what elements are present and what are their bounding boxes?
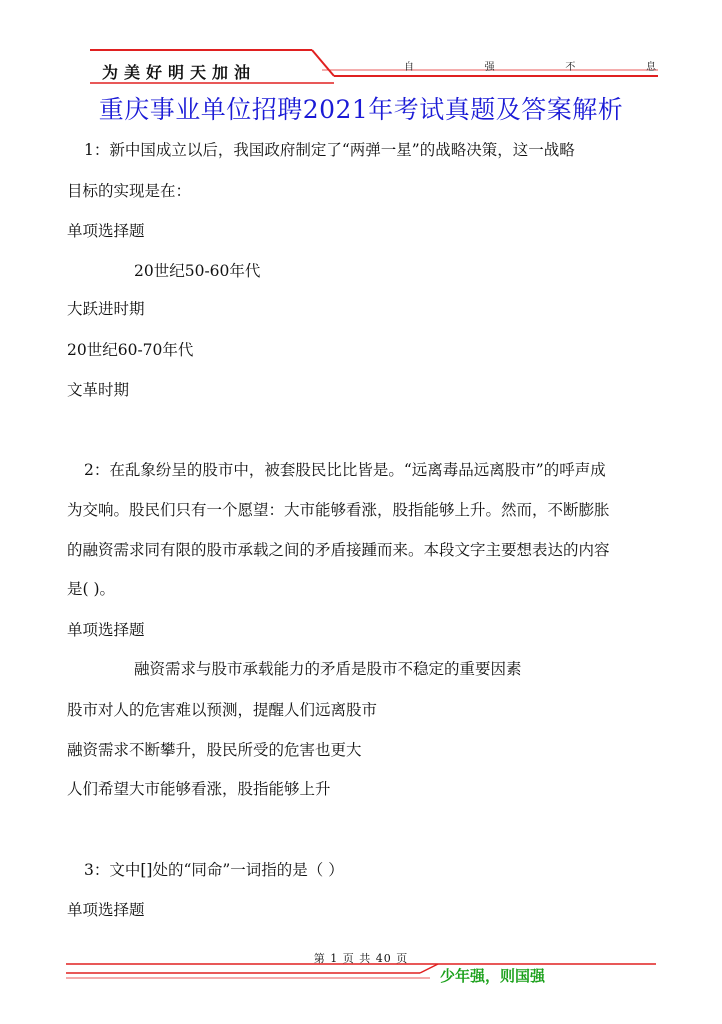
question-2-type: 单项选择题 (67, 621, 145, 639)
question-1-option: 20世纪60-70年代 (67, 341, 194, 359)
question-2-stem-line: 的融资需求同有限的股市承载之间的矛盾接踵而来。本段文字主要想表达的内容 (67, 541, 610, 559)
footer-slogan: 少年强，则国强 (440, 967, 546, 985)
header-slogan: 为美好明天加油 (102, 63, 257, 82)
page-indicator: 第 1 页 共 40 页 (313, 952, 409, 965)
question-2-stem-line: 2：在乱象纷呈的股市中，被套股民比比皆是。“远离毒品远离股市”的呼声成 (84, 461, 606, 479)
header-motto-char: 不 (565, 62, 576, 73)
page-footer (0, 940, 722, 1000)
page-header (0, 0, 722, 90)
question-1-stem-line: 目标的实现是在： (67, 182, 192, 200)
question-2-stem-line: 是( )。 (67, 580, 116, 598)
header-motto-char: 息 (645, 62, 656, 73)
question-1-type: 单项选择题 (67, 222, 145, 240)
question-2-option: 融资需求不断攀升，股民所受的危害也更大 (67, 741, 362, 759)
question-3-type: 单项选择题 (67, 901, 145, 919)
question-2-option: 人们希望大市能够看涨，股指能够上升 (67, 780, 331, 798)
question-2-option: 融资需求与股市承载能力的矛盾是股市不稳定的重要因素 (134, 660, 522, 678)
question-1-option: 文革时期 (67, 381, 130, 399)
footer-decoration (0, 940, 722, 1000)
question-1-stem-line: 1：新中国成立以后，我国政府制定了“两弹一星”的战略决策，这一战略 (84, 141, 575, 159)
question-2-option: 股市对人的危害难以预测，提醒人们远离股市 (67, 701, 378, 719)
question-3-stem-line: 3：文中[]处的“同命”一词指的是（ ） (84, 861, 344, 879)
header-motto-char: 自 (404, 62, 414, 73)
question-2-stem-line: 为交响。股民们只有一个愿望：大市能够看涨，股指能够上升。然而，不断膨胀 (67, 501, 610, 519)
document-title: 重庆事业单位招聘2021年考试真题及答案解析 (98, 95, 624, 124)
header-motto (404, 58, 656, 73)
header-motto-char: 强 (484, 62, 495, 73)
question-1-option: 大跃进时期 (67, 300, 145, 318)
question-1-option: 20世纪50-60年代 (134, 262, 261, 280)
